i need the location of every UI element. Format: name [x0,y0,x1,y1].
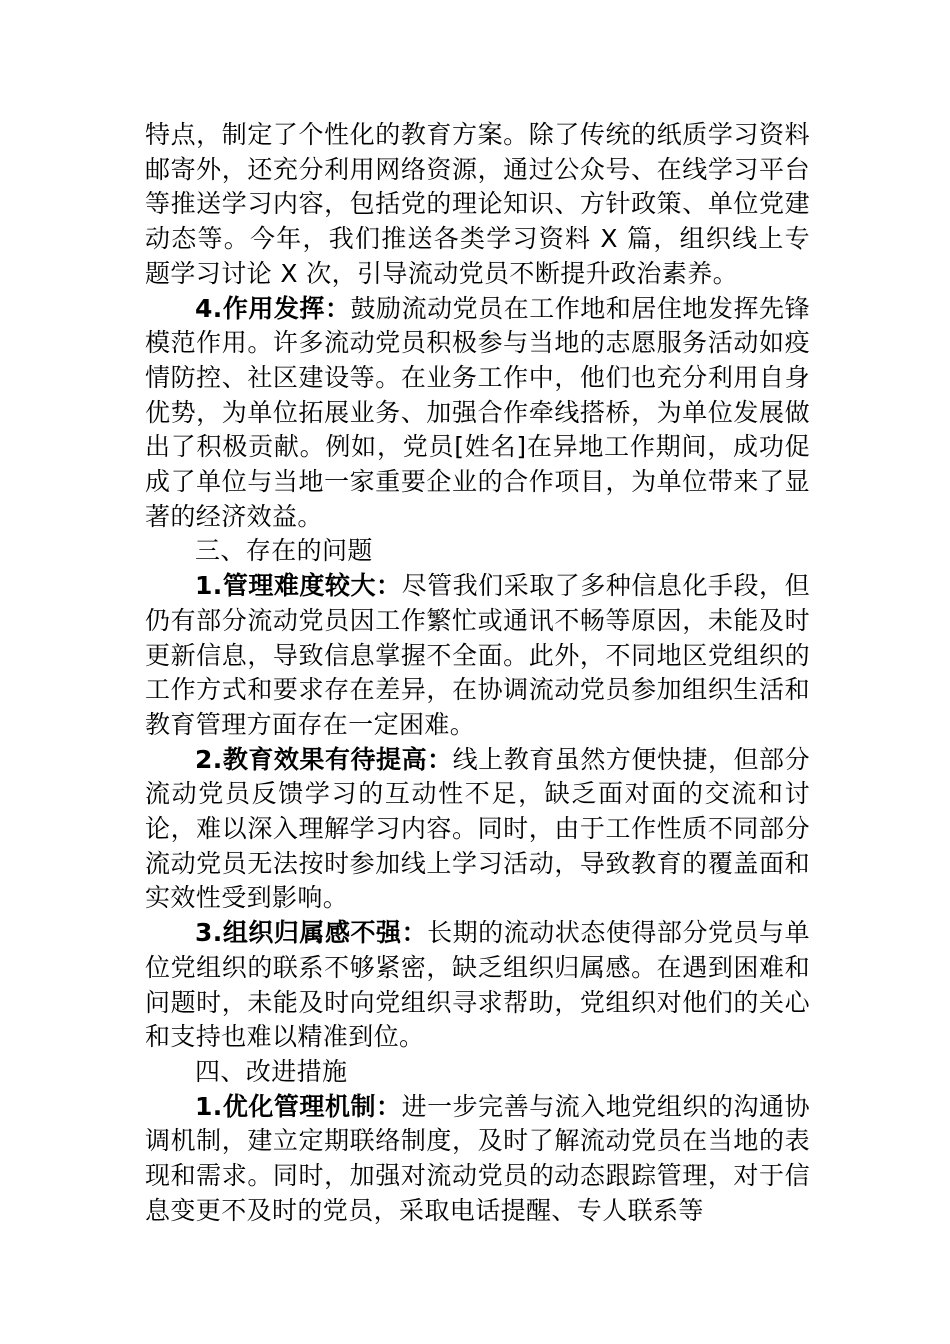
paragraph-text: 进一步完善与流入地党组织的沟通协调机制，建立定期联络制度，及时了解流动党员在当地的表现和需求。同时，加强对流动党员的动态跟踪管理，对于信息变更不及时的党员，采取电话提醒、专人联系等 [145,1091,810,1225]
paragraph-role [145,292,810,535]
paragraph-problem-3 [145,916,810,1055]
paragraph-text: 特点，制定了个性化的教育方案。除了传统的纸质学习资料邮寄外，还充分利用网络资源，通过公众号、在线学习平台等推送学习内容，包括党的理论知识、方针政策、单位党建动态等。今年，我们推送各类学习资料 X 篇，组织线上专题学习讨论 X 次，引导流动党员不断提升政治素养。 [145,120,810,288]
paragraph-problem-2 [145,743,810,917]
paragraph-lead: 3.组织归属感不强： [195,918,428,948]
paragraph-text: 鼓励流动党员在工作地和居住地发挥先锋模范作用。许多流动党员积极参与当地的志愿服务活动如疫情防控、社区建设等。在业务工作中，他们也充分利用自身优势，为单位拓展业务、加强合作牵线搭桥，为单位发展做出了积极贡献。例如，党员[姓名]在异地工作期间，成功促成了单位与当地一家重要企业的合作项目，为单位带来了显著的经济效益。 [145,293,810,531]
section-heading-problems: 三、存在的问题 [195,536,373,566]
document-page [145,118,810,1229]
paragraph-text: 尽管我们采取了多种信息化手段，但仍有部分流动党员因工作繁忙或通讯不畅等原因，未能及时更新信息，导致信息掌握不全面。此外，不同地区党组织的工作方式和要求存在差异，在协调流动党员参加组织生活和教育管理方面存在一定困难。 [145,571,810,739]
paragraph-lead: 2.教育效果有待提高： [195,744,453,774]
paragraph-text: 线上教育虽然方便快捷，但部分流动党员反馈学习的互动性不足，缺乏面对面的交流和讨论，难以深入理解学习内容。同时，由于工作性质不同部分流动党员无法按时参加线上学习活动，导致教育的覆盖面和实效性受到影响。 [145,744,810,913]
paragraph-lead: 4.作用发挥： [195,293,351,323]
paragraph-problem-1 [145,569,810,743]
paragraph-lead: 1.管理难度较大： [195,571,402,601]
paragraph-measure-1 [145,1090,810,1229]
section-heading-measures: 四、改进措施 [195,1056,348,1086]
paragraph-lead: 1.优化管理机制： [195,1091,402,1121]
paragraph-continued [145,118,810,292]
paragraph-text: 长期的流动状态使得部分党员与单位党组织的联系不够紧密，缺乏组织归属感。在遇到困难和问题时，未能及时向党组织寻求帮助，党组织对他们的关心和支持也难以精准到位。 [145,918,810,1052]
